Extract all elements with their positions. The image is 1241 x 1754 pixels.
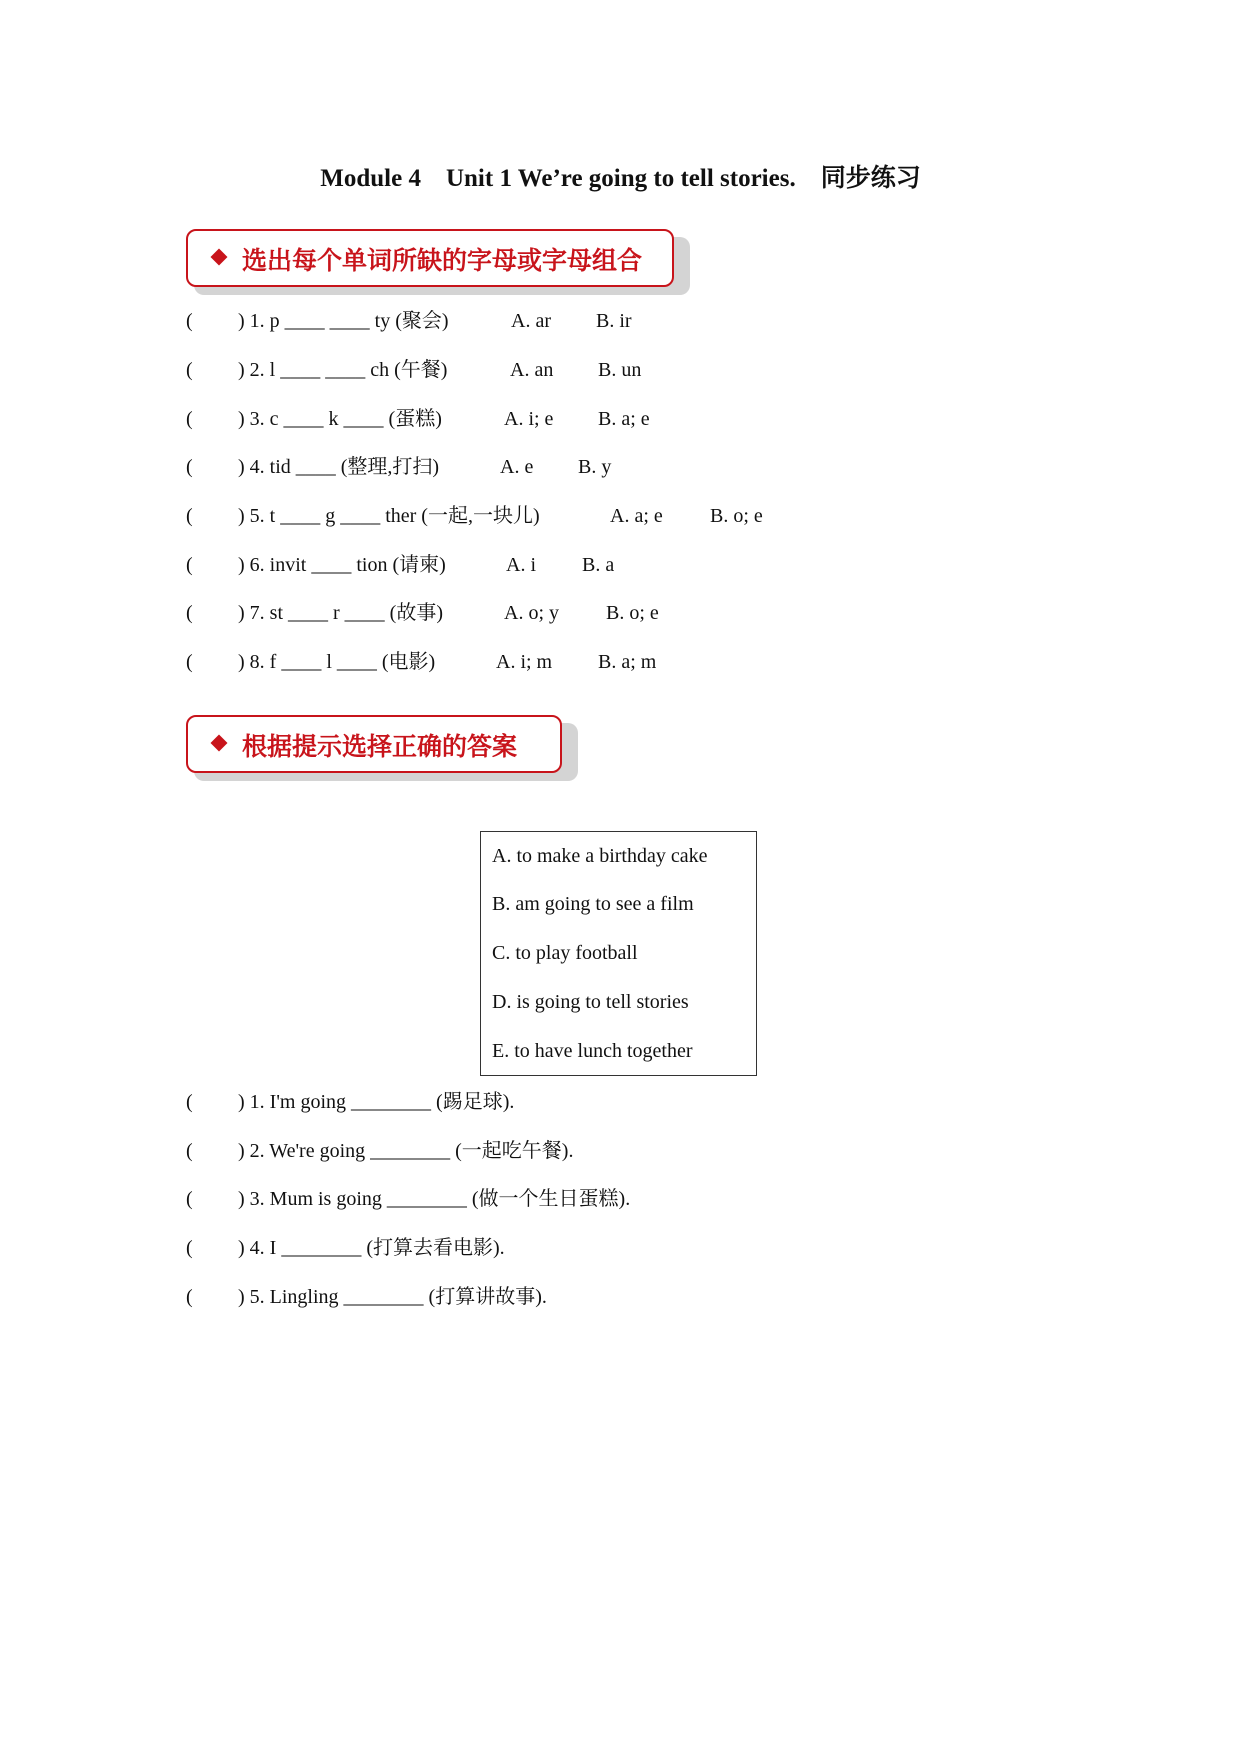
option-a: A. o; y (504, 602, 559, 624)
question-text: ) 8. f ____ l ____ (电影) (238, 651, 436, 673)
option-a: A. e (500, 456, 534, 478)
word-bank-option: D. is going to tell stories (492, 991, 689, 1013)
option-b: B. ir (596, 310, 632, 332)
section2-header (186, 715, 562, 773)
option-a: A. a; e (610, 505, 663, 527)
question-text: ) 3. Mum is going ________ (做一个生日蛋糕). (238, 1188, 631, 1210)
option-b: B. o; e (606, 602, 659, 624)
answer-paren[interactable]: ( (186, 456, 193, 478)
section1-header (186, 229, 674, 287)
question-text: ) 5. t ____ g ____ ther (一起,一块儿) (238, 505, 540, 527)
answer-paren[interactable]: ( (186, 505, 193, 527)
question-text: ) 1. p ____ ____ ty (聚会) (238, 310, 449, 332)
section2-question-5 (186, 1285, 547, 1357)
answer-paren[interactable]: ( (186, 1286, 193, 1308)
option-b: B. a; m (598, 651, 657, 673)
option-a: A. i; m (496, 651, 553, 673)
option-b: B. un (598, 359, 642, 381)
answer-paren[interactable]: ( (186, 1188, 193, 1210)
answer-paren[interactable]: ( (186, 310, 193, 332)
answer-paren[interactable]: ( (186, 1140, 193, 1162)
option-a: A. i (506, 554, 536, 576)
question-text: ) 1. I'm going ________ (踢足球). (238, 1091, 515, 1113)
answer-paren[interactable]: ( (186, 1091, 193, 1113)
answer-paren[interactable]: ( (186, 1237, 193, 1259)
option-b: B. o; e (710, 505, 763, 527)
answer-paren[interactable]: ( (186, 408, 193, 430)
question-text: ) 2. l ____ ____ ch (午餐) (238, 359, 448, 381)
answer-paren[interactable]: ( (186, 651, 193, 673)
answer-paren[interactable]: ( (186, 602, 193, 624)
option-b: B. y (578, 456, 612, 478)
question-text: ) 3. c ____ k ____ (蛋糕) (238, 408, 442, 430)
option-b: B. a (582, 554, 615, 576)
answer-paren[interactable]: ( (186, 554, 193, 576)
word-bank-option: B. am going to see a film (492, 893, 694, 915)
word-bank-option: E. to have lunch together (492, 1040, 693, 1062)
question-text: ) 4. tid ____ (整理,打扫) (238, 456, 440, 478)
option-a: A. an (510, 359, 554, 381)
word-bank-box (480, 831, 757, 1076)
section2-heading: 根据提示选择正确的答案 (242, 732, 518, 761)
question-text: ) 4. I ________ (打算去看电影). (238, 1237, 505, 1259)
word-bank-option: A. to make a birthday cake (492, 845, 708, 867)
question-text: ) 6. invit ____ tion (请柬) (238, 554, 446, 576)
option-a: A. i; e (504, 408, 554, 430)
question-text: ) 5. Lingling ________ (打算讲故事). (238, 1286, 547, 1308)
question-text: ) 2. We're going ________ (一起吃午餐). (238, 1140, 574, 1162)
option-b: B. a; e (598, 408, 650, 430)
option-a: A. ar (511, 310, 551, 332)
page-title: Module 4 Unit 1 We’re going to tell stories. 同步练习 (320, 165, 921, 192)
word-bank-option: C. to play football (492, 942, 638, 964)
section1-heading: 选出每个单词所缺的字母或字母组合 (242, 246, 643, 275)
question-text: ) 7. st ____ r ____ (故事) (238, 602, 443, 624)
answer-paren[interactable]: ( (186, 359, 193, 381)
